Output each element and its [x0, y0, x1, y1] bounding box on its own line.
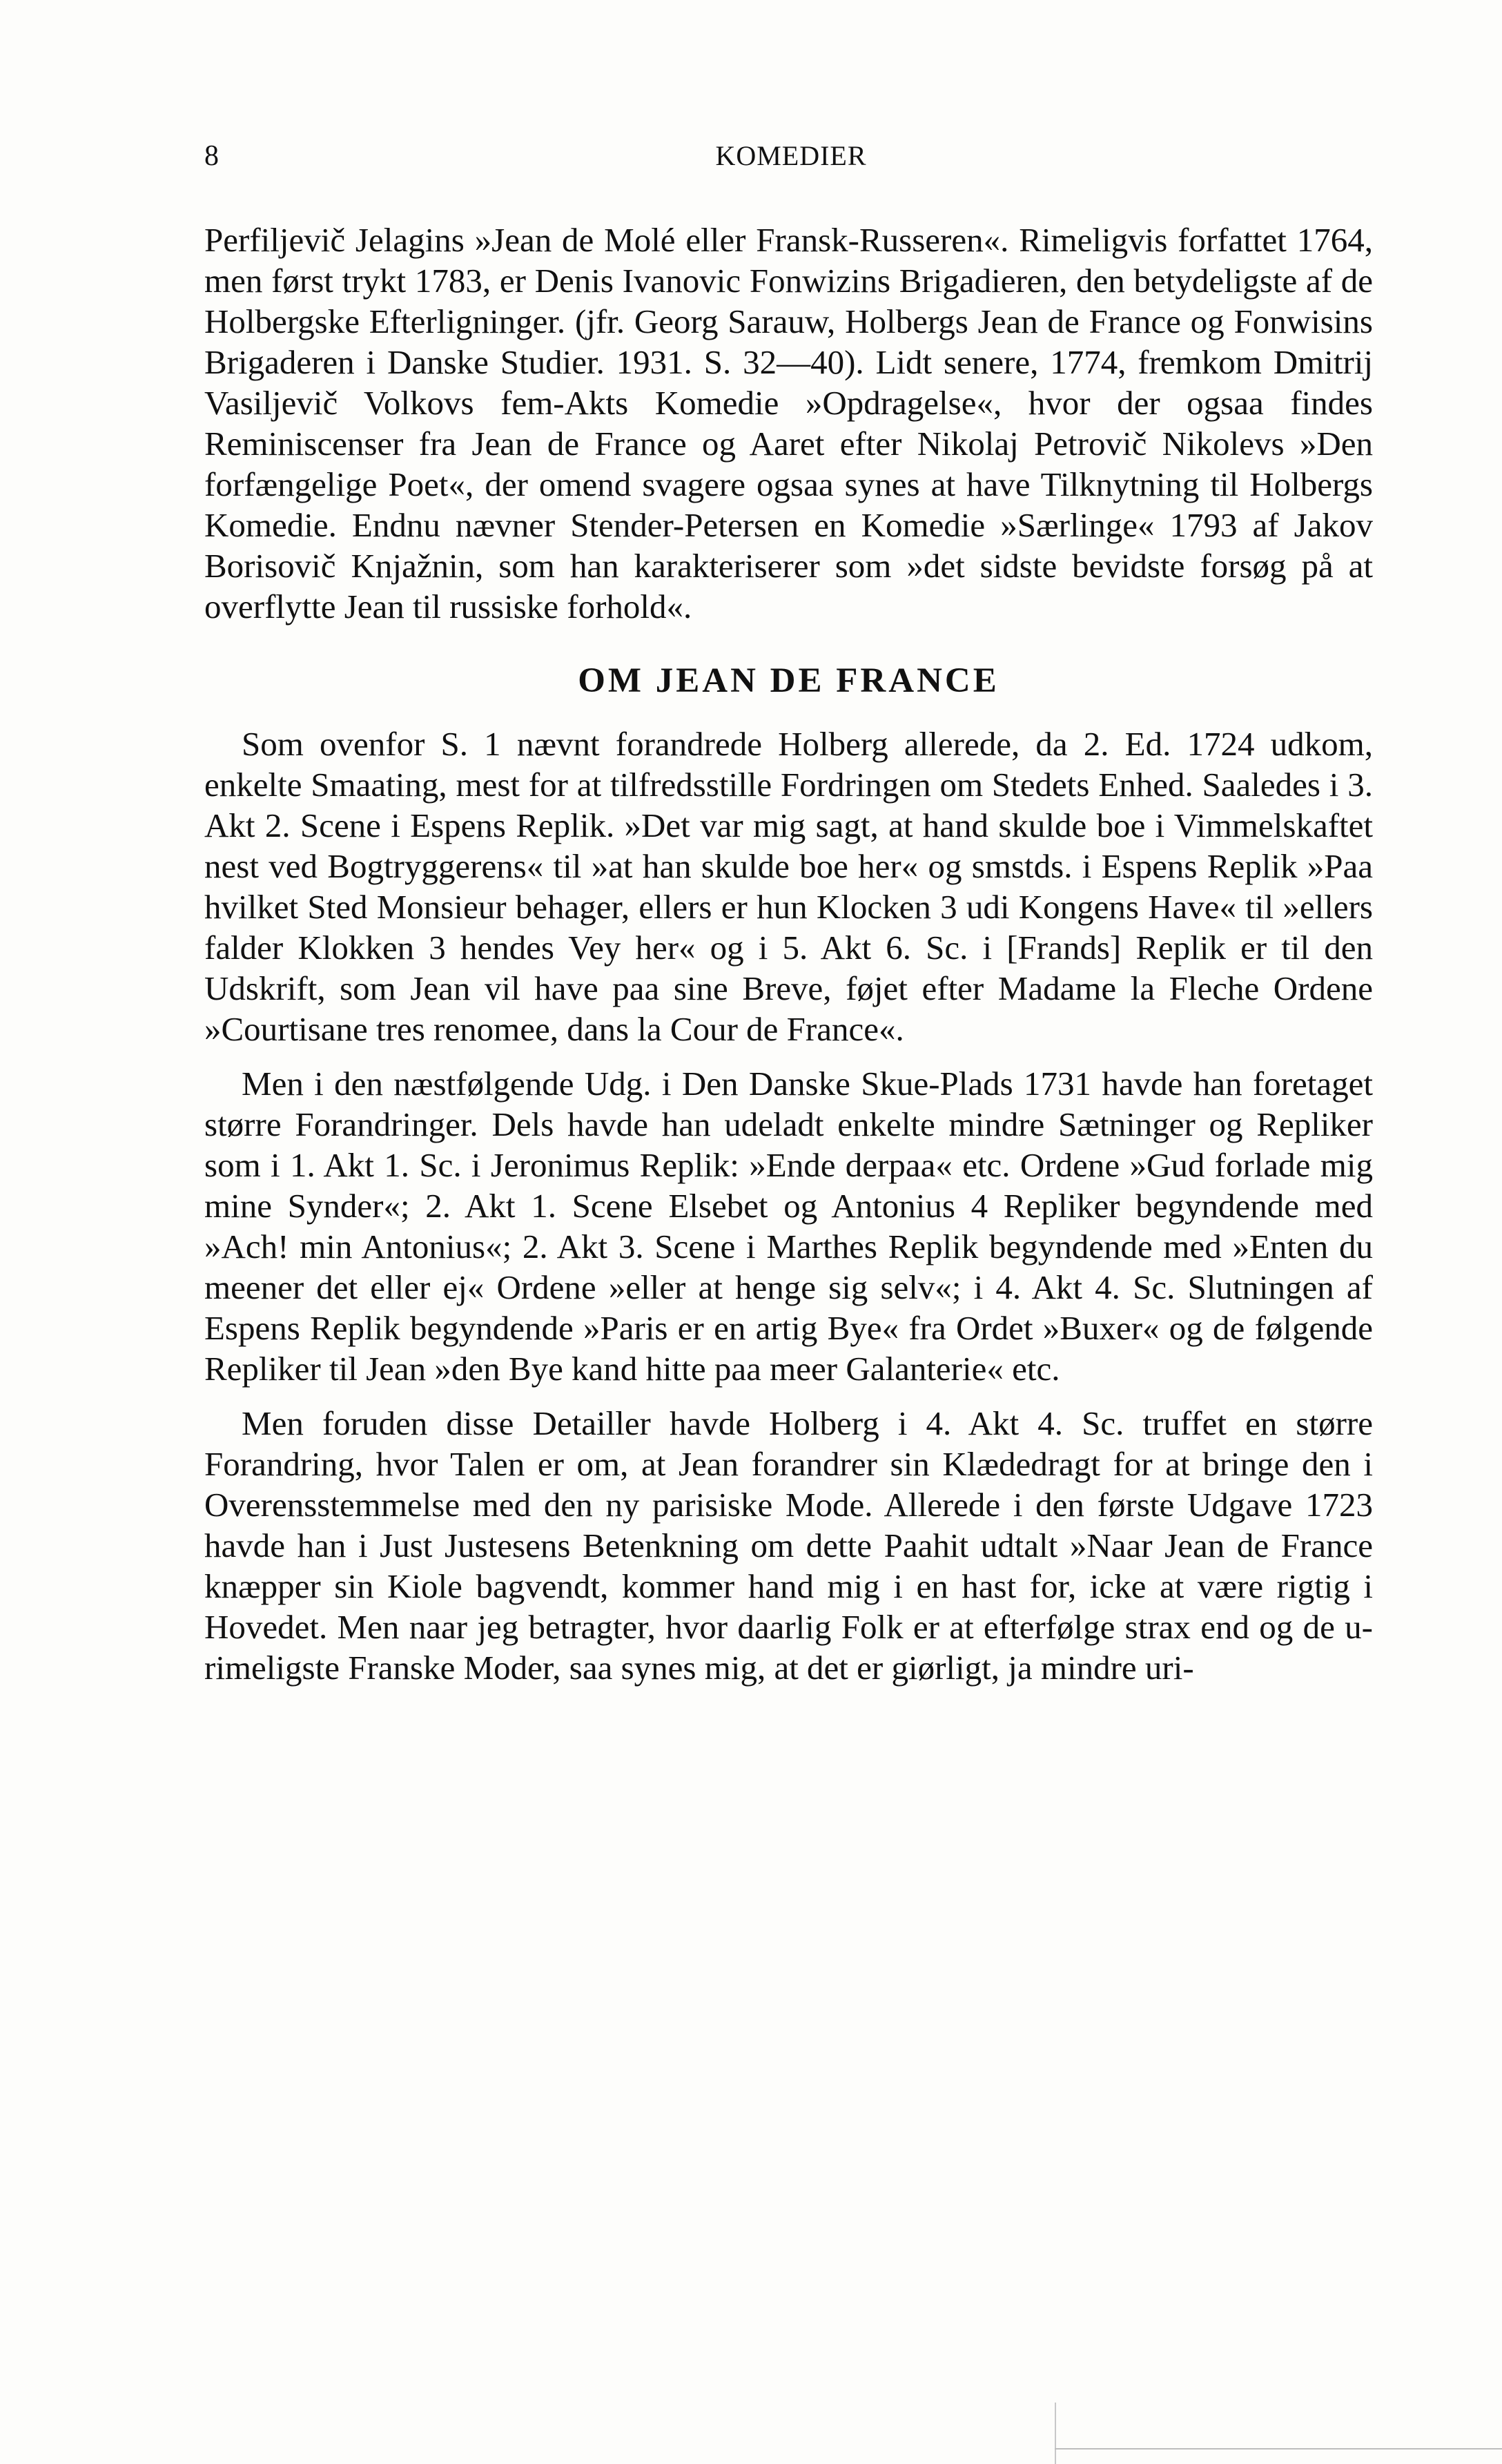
paragraph-second-edition: Som ovenfor S. 1 nævnt forandrede Holberg allerede, da 2. Ed. 1724 udkom, enkelte Smaating, mest for at tilfredsstille Fordringen om Stedets Enhed. Saaledes i 3. Akt 2. Scene i Espens Replik. »Det var mig sagt, at hand skulde boe i Vimmelskaftet nest ved Bogtryggerens« til »at han skulde boe her« og smstds. i Espens Replik »Paa hvilket Sted Monsieur behager, ellers er hun Klocken 3 udi Kongens Have« til »ellers falder Klokken 3 hendes Vey her« og i 5. Akt 6. Sc. i [Frands] Replik er til den Udskrift, som Jean vil have paa sine Breve, føjet efter Madame la Fleche Ordene »Courtisane tres renomee, dans la Cour de France«.	[204, 725, 1373, 1048]
running-title: KOMEDIER	[715, 140, 867, 171]
scan-edge-horizontal	[1055, 2448, 1502, 2450]
scan-edge-vertical	[1055, 2403, 1056, 2464]
body-text	[204, 220, 1373, 1688]
paragraph-larger-change: Men foruden disse Detailler havde Holberg i 4. Akt 4. Sc. truffet en større Forandring, hvor Talen er om, at Jean forandrer sin Klædedragt for at bringe den i Overensstemmelse med den ny parisiske Mode. Allerede i den første Udgave 1723 havde han i Just Justesens Betenkning om dette Paahit udtalt »Naar Jean de France knæpper sin Kiole bagvendt, kommer hand mig i en hast for, icke at være rigtig i Hovedet. Men naar jeg betragter, hvor daarlig Folk er at efterfølge strax end og de u-rimeligste Franske Moder, saa synes mig, at det er giørligt, ja mindre uri-	[204, 1404, 1373, 1687]
section-heading: OM JEAN DE FRANCE	[578, 661, 999, 700]
paragraph-russian-imitations: Perfiljevič Jelagins »Jean de Molé eller Fransk-Russeren«. Rimeligvis forfattet 1764, men først trykt 1783, er Denis Ivanovic Fonwizins Brigadieren, den betydeligste af de Holbergske Efterligninger. (jfr. Georg Sarauw, Holbergs Jean de France og Fonwisins Brigaderen i Danske Studier. 1931. S. 32—40). Lidt senere, 1774, fremkom Dmitrij Vasiljevič Volkovs fem-Akts Komedie »Opdragelse«, hvor der ogsaa findes Reminiscenser fra Jean de France og Aaret efter Nikolaj Petrovič Nikolevs »Den forfængelige Poet«, der omend svagere ogsaa synes at have Tilknytning til Holbergs Komedie. Endnu nævner Stender-Petersen en Komedie »Særlinge« 1793 af Jakov Borisovič Knjažnin, som han karakteriserer som »det sidste bevidste forsøg på at overflytte Jean til russiske forhold«.	[204, 221, 1373, 625]
paragraph-skue-plads-1731: Men i den næstfølgende Udg. i Den Danske Skue-Plads 1731 havde han foretaget større Forandringer. Dels havde han udeladt enkelte mindre Sætninger og Repliker som i 1. Akt 1. Sc. i Jeronimus Replik: »Ende derpaa« etc. Ordene »Gud forlade mig mine Synder«; 2. Akt 1. Scene Elsebet og Antonius 4 Repliker begyndende med »Ach! min Antonius«; 2. Akt 3. Scene i Marthes Replik begyndende med »Enten du meener det eller ej« Ordene »eller at henge sig selv«; i 4. Akt 4. Sc. Slutningen af Espens Replik begyndende »Paris er en artig Bye« fra Ordet »Buxer« og de følgende Repliker til Jean »den Bye kand hitte paa meer Galanterie« etc.	[204, 1065, 1373, 1388]
page-number: 8	[204, 140, 219, 172]
running-head	[204, 137, 1378, 178]
